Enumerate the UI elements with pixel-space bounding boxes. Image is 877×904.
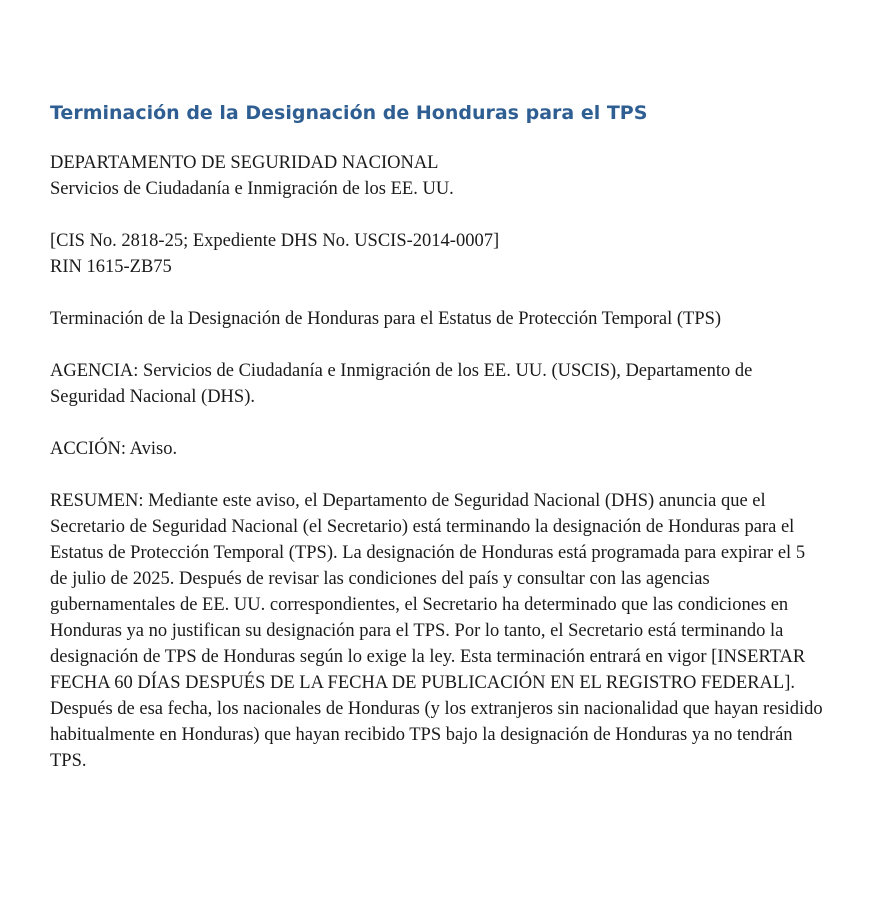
department-name: DEPARTAMENTO DE SEGURIDAD NACIONAL	[50, 153, 439, 173]
subject-line: Terminación de la Designación de Honduras para el Estatus de Protección Temporal (TPS)	[50, 309, 722, 329]
document-content	[50, 100, 825, 800]
summary-paragraph: RESUMEN: Mediante este aviso, el Departamento de Seguridad Nacional (DHS) anuncia que el Secretario de Seguridad Nacional (el Secretario) está terminando la designación de Honduras para el Estatus de Protección Temporal (TPS). La designación de Honduras está programada para expirar el 5 de julio de 2025. Después de revisar las condiciones del país y consultar con las agencias gubernamentales de EE. UU. correspondientes, el Secretario ha determinado que las condiciones en Honduras ya no justifican su designación para el TPS. Por lo tanto, el Secretario está terminando la designación de TPS de Honduras según lo exige la ley. Esta terminación entrará en vigor [INSERTAR FECHA 60 DÍAS DESPUÉS DE LA FECHA DE PUBLICACIÓN EN EL REGISTRO FEDERAL]. Después de esa fecha, los nacionales de Honduras (y los extranjeros sin nacionalidad que hayan residido habitualmente en Honduras) que hayan recibido TPS bajo la designación de Honduras ya no tendrán TPS.	[50, 491, 823, 771]
document-title: Terminación de la Designación de Honduras para el TPS	[50, 102, 648, 124]
header-block	[50, 150, 825, 202]
agency-paragraph: AGENCIA: Servicios de Ciudadanía e Inmigración de los EE. UU. (USCIS), Departamento de Seguridad Nacional (DHS).	[50, 361, 753, 407]
action-line: ACCIÓN: Aviso.	[50, 439, 178, 459]
rin-number: RIN 1615-ZB75	[50, 257, 172, 277]
agency-name: Servicios de Ciudadanía e Inmigración de los EE. UU.	[50, 179, 454, 199]
reference-block	[50, 228, 825, 280]
docket-number: [CIS No. 2818-25; Expediente DHS No. USCIS-2014-0007]	[50, 231, 500, 251]
